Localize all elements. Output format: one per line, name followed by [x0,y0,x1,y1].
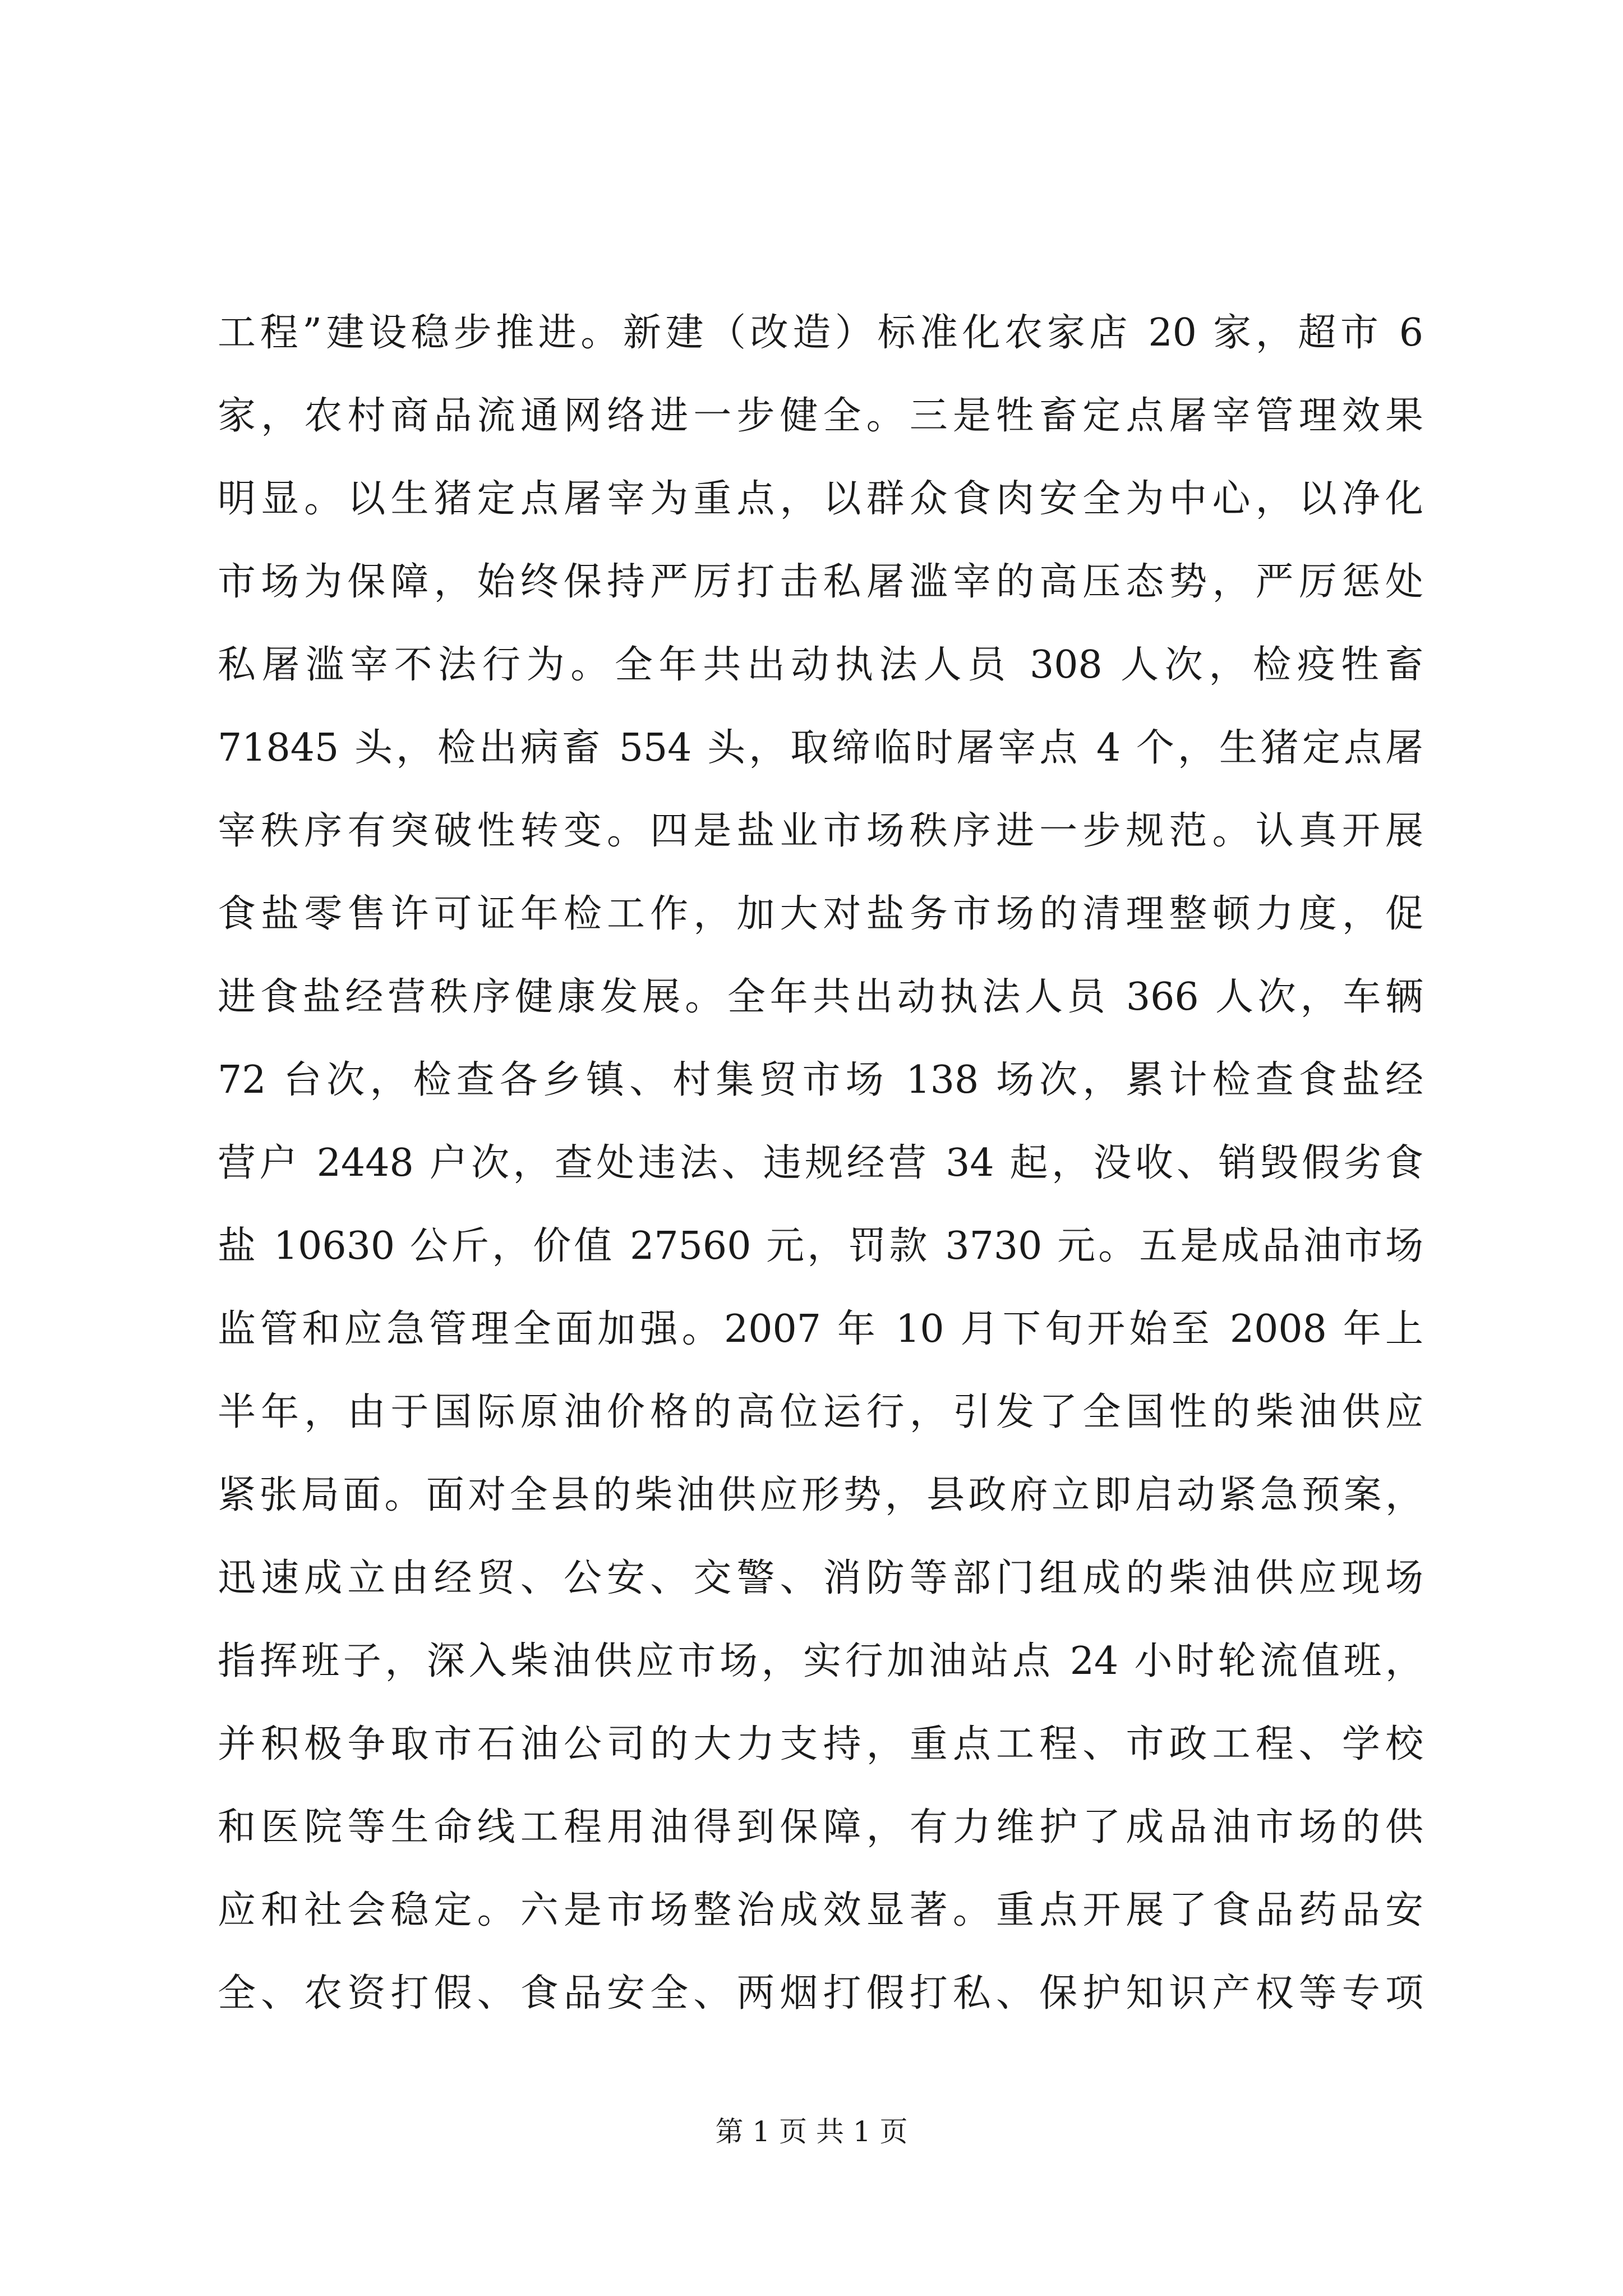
text-line: 全、农资打假、食品安全、两烟打假打私、保护知识产权等专项 [218,1971,1423,2016]
text-line: 私屠滥宰不法行为。全年共出动执法人员 308 人次，检疫牲畜 [218,643,1423,687]
text-line: 半年，由于国际原油价格的高位运行，引发了全国性的柴油供应 [218,1390,1423,1434]
body-text [218,292,1423,2035]
text-line: 营户 2448 户次，查处违法、违规经营 34 起，没收、销毁假劣食 [218,1141,1423,1185]
page-footer: 第 1 页 共 1 页 [715,2115,908,2148]
text-line: 进食盐经营秩序健康发展。全年共出动执法人员 366 人次，车辆 [218,975,1423,1019]
text-line: 指挥班子，深入柴油供应市场，实行加油站点 24 小时轮流值班， [218,1639,1423,1683]
text-line: 71845 头，检出病畜 554 头，取缔临时屠宰点 4 个，生猪定点屠 [218,726,1423,770]
text-line: 并积极争取市石油公司的大力支持，重点工程、市政工程、学校 [218,1722,1423,1766]
text-line: 监管和应急管理全面加强。2007 年 10 月下旬开始至 2008 年上 [218,1307,1423,1351]
text-line: 和医院等生命线工程用油得到保障，有力维护了成品油市场的供 [218,1805,1423,1849]
text-line: 工程”建设稳步推进。新建（改造）标准化农家店 20 家，超市 6 [218,311,1423,355]
text-line: 食盐零售许可证年检工作，加大对盐务市场的清理整顿力度，促 [218,892,1423,936]
text-line: 盐 10630 公斤，价值 27560 元，罚款 3730 元。五是成品油市场 [218,1224,1423,1268]
text-line: 应和社会稳定。六是市场整治成效显著。重点开展了食品药品安 [218,1888,1423,1932]
text-line: 紧张局面。面对全县的柴油供应形势，县政府立即启动紧急预案， [218,1473,1423,1517]
text-line: 明显。以生猪定点屠宰为重点，以群众食肉安全为中心，以净化 [218,477,1423,521]
text-line: 市场为保障，始终保持严厉打击私屠滥宰的高压态势，严厉惩处 [218,560,1423,604]
text-line: 家，农村商品流通网络进一步健全。三是牲畜定点屠宰管理效果 [218,394,1423,438]
text-line: 迅速成立由经贸、公安、交警、消防等部门组成的柴油供应现场 [218,1556,1423,1600]
text-line: 72 台次，检查各乡镇、村集贸市场 138 场次，累计检查食盐经 [218,1058,1423,1102]
text-line: 宰秩序有突破性转变。四是盐业市场秩序进一步规范。认真开展 [218,809,1423,853]
